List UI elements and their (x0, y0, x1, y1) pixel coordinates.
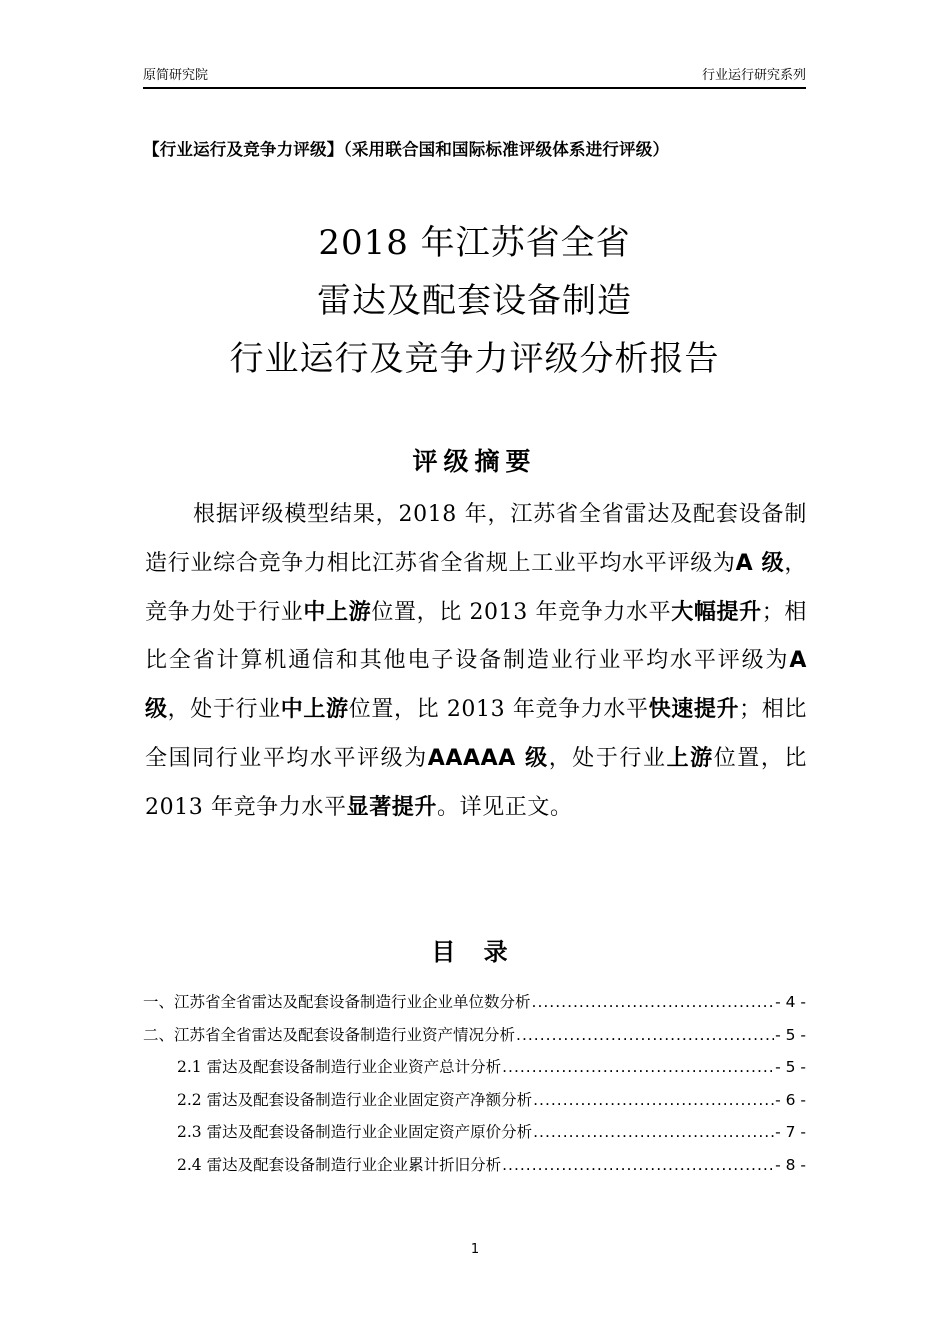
toc-leader-dots (516, 1019, 774, 1052)
rating-value: AAAAA 级 (427, 745, 549, 771)
toc-subentry[interactable] (143, 1051, 806, 1084)
summary-text: 位置，比 2013 年竞争力水平 (145, 745, 808, 820)
header-publisher: 原简研究院 (143, 68, 209, 83)
page-number: 1 (470, 1242, 480, 1257)
summary-text: 。详见正文。 (437, 794, 573, 820)
toc-entry-label: 二、江苏省全省雷达及配套设备制造行业资产情况分析 (143, 1025, 516, 1044)
header-series: 行业运行研究系列 (701, 68, 806, 83)
summary-heading: 评级摘要 (412, 447, 537, 476)
toc-leader-dots (532, 986, 775, 1019)
report-title (143, 214, 806, 388)
toc-entry-page: - 6 - (775, 1090, 806, 1109)
toc-entry[interactable] (143, 1019, 806, 1052)
toc-entry-page: - 8 - (775, 1155, 806, 1174)
position-value: 中上游 (280, 697, 349, 723)
rating-value: A 级 (735, 550, 785, 576)
toc-entry-label: 2.4 雷达及配套设备制造行业企业累计折旧分析 (177, 1155, 502, 1174)
summary-text: ；相比全国同行业平均水平评级为 (145, 697, 807, 771)
toc-leader-dots (502, 1149, 774, 1182)
toc-subentry[interactable] (143, 1149, 806, 1182)
toc-heading: 目 录 (431, 938, 518, 966)
toc-entry-page: - 7 - (775, 1123, 806, 1141)
toc-entry-label: 2.1 雷达及配套设备制造行业企业资产总计分析 (177, 1058, 502, 1076)
title-line-2: 雷达及配套设备制造 (317, 281, 632, 321)
toc-entry-page: - 5 - (775, 1058, 806, 1076)
trend-value: 快速提升 (648, 697, 740, 723)
toc-leader-dots (502, 1051, 774, 1084)
trend-value: 显著提升 (346, 794, 437, 820)
position-value: 上游 (666, 745, 714, 771)
toc-subentry[interactable] (143, 1116, 806, 1149)
toc-entry[interactable] (143, 986, 806, 1019)
summary-text: ，处于行业 (548, 745, 667, 771)
title-line-3: 行业运行及竞争力评级分析报告 (229, 339, 720, 379)
summary-paragraph (145, 491, 807, 833)
toc-entry-label: 一、江苏省全省雷达及配套设备制造行业企业单位数分析 (143, 993, 531, 1011)
rating-tag: 【行业运行及竞争力评级】（采用联合国和国际标准评级体系进行评级） (143, 140, 670, 159)
summary-text: ；相比全省计算机通信和其他电子设备制造业行业平均水平评级为 (145, 599, 808, 674)
summary-text: ，处于行业 (167, 697, 281, 723)
toc-entry-page: - 5 - (775, 1025, 806, 1044)
rating-value: A 级 (145, 648, 807, 723)
summary-text: ，竞争力处于行业 (145, 550, 807, 625)
toc-entry-page: - 4 - (775, 993, 806, 1011)
summary-text: 位置，比 2013 年竞争力水平 (348, 697, 649, 723)
toc-leader-dots (533, 1084, 774, 1117)
position-value: 中上游 (303, 599, 372, 625)
toc-entry-label: 2.2 雷达及配套设备制造行业企业固定资产净额分析 (177, 1090, 533, 1109)
table-of-contents (143, 986, 806, 1181)
summary-text: 位置，比 2013 年竞争力水平 (371, 599, 672, 625)
toc-subentry[interactable] (143, 1084, 806, 1117)
summary-text: 根据评级模型结果，2018 年，江苏省全省雷达及配套设备制造行业综合竞争力相比江苏省全省规上工业平均水平评级为 (145, 502, 807, 576)
toc-leader-dots (533, 1116, 774, 1149)
page-header (143, 66, 806, 89)
title-line-1: 2018 年江苏省全省 (318, 223, 631, 263)
toc-entry-label: 2.3 雷达及配套设备制造行业企业固定资产原价分析 (177, 1123, 533, 1141)
trend-value: 大幅提升 (671, 599, 762, 625)
